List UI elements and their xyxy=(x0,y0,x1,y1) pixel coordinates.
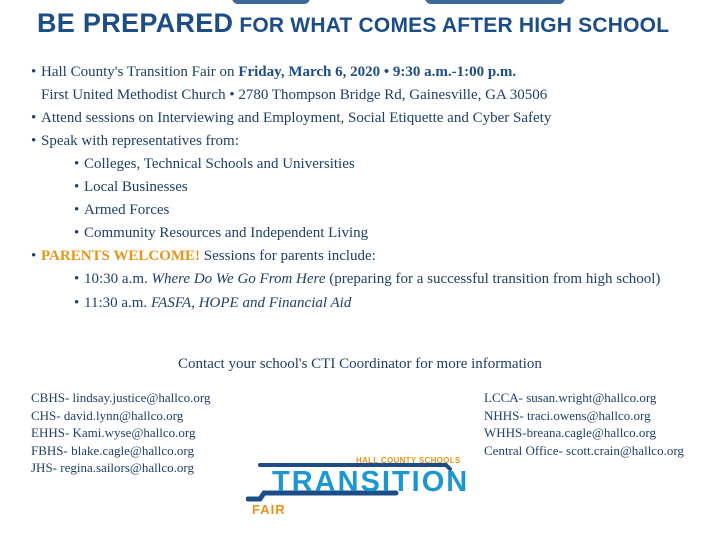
session-title: FASFA, HOPE and Financial Aid xyxy=(150,295,352,311)
contact-line: FBHS- blake.cagle@hallco.org xyxy=(31,442,195,458)
header-decoration-right xyxy=(425,0,565,4)
event-date-time: Friday, March 6, 2020 • 9:30 a.m.-1:00 p.m. xyxy=(238,64,517,80)
bullet: • xyxy=(74,179,80,195)
session-time: 10:30 a.m. xyxy=(84,271,148,287)
logo-word: TRANSITION xyxy=(272,466,470,498)
list-item xyxy=(31,292,711,315)
contact-line: CHS- david.lynn@hallco.org xyxy=(31,407,184,423)
logo-org: HALL COUNTY SCHOOLS xyxy=(356,456,461,465)
session-title: Where Do We Go From Here xyxy=(151,271,326,287)
speak-with-lead: Speak with representatives from: xyxy=(41,133,239,149)
headline-prefix: BE PREPARED xyxy=(37,8,234,38)
header-decoration-left xyxy=(232,0,310,4)
contact-line: EHHS- Kami.wyse@hallco.org xyxy=(31,425,196,440)
contact-line: LCCA- susan.wright@hallco.org xyxy=(484,390,657,405)
list-item xyxy=(31,222,711,245)
contacts-right xyxy=(484,389,684,459)
bullet: • xyxy=(74,295,80,311)
speak-with xyxy=(31,130,711,153)
session-note: (preparing for a successful transition from high school) xyxy=(329,271,661,287)
bullet: • xyxy=(74,225,80,241)
list-item-text: Local Businesses xyxy=(84,179,188,195)
list-item xyxy=(31,153,711,176)
parents-welcome: PARENTS WELCOME! xyxy=(41,248,201,264)
contact-line: Central Office- scott.crain@hallco.org xyxy=(484,442,684,458)
event-location: First United Methodist Church • 2780 Thompson Bridge Rd, Gainesville, GA 30506 xyxy=(41,87,548,103)
sessions-text: Attend sessions on Interviewing and Employment, Social Etiquette and Cyber Safety xyxy=(41,110,552,126)
list-item xyxy=(31,268,711,291)
headline-rest: FOR WHAT COMES AFTER HIGH SCHOOL xyxy=(239,14,670,37)
transition-fair-logo xyxy=(246,455,470,523)
list-item-text: Colleges, Technical Schools and Universities xyxy=(84,156,355,172)
sessions-line xyxy=(31,107,711,130)
event-lead: Hall County's Transition Fair on xyxy=(41,64,235,80)
bullet: • xyxy=(74,156,80,172)
bullet: • xyxy=(74,202,80,218)
contact-line: NHHS- traci.owens@hallco.org xyxy=(484,407,651,423)
parents-lead: Sessions for parents include: xyxy=(203,248,376,264)
logo-sub: FAIR xyxy=(252,502,286,517)
bullet: • xyxy=(31,133,37,149)
event-info xyxy=(31,61,711,107)
contacts-left xyxy=(31,389,211,477)
bullet: • xyxy=(74,271,80,287)
contact-heading: Contact your school's CTI Coordinator for more information xyxy=(178,356,542,372)
contact-line: JHS- regina.sailors@hallco.org xyxy=(31,460,195,475)
list-item-text: Community Resources and Independent Living xyxy=(84,225,369,241)
bullet: • xyxy=(31,64,37,80)
list-item xyxy=(31,199,711,222)
bullet: • xyxy=(31,110,37,126)
details-list xyxy=(31,61,711,315)
list-item-text: Armed Forces xyxy=(84,202,170,218)
contact-line: CBHS- lindsay.justice@hallco.org xyxy=(31,390,211,405)
bullet: • xyxy=(31,248,37,264)
session-time: 11:30 a.m. xyxy=(84,295,148,311)
parents-info xyxy=(31,245,711,268)
headline xyxy=(37,8,669,39)
contact-line: WHHS-breana.cagle@hallco.org xyxy=(484,425,656,440)
list-item xyxy=(31,176,711,199)
